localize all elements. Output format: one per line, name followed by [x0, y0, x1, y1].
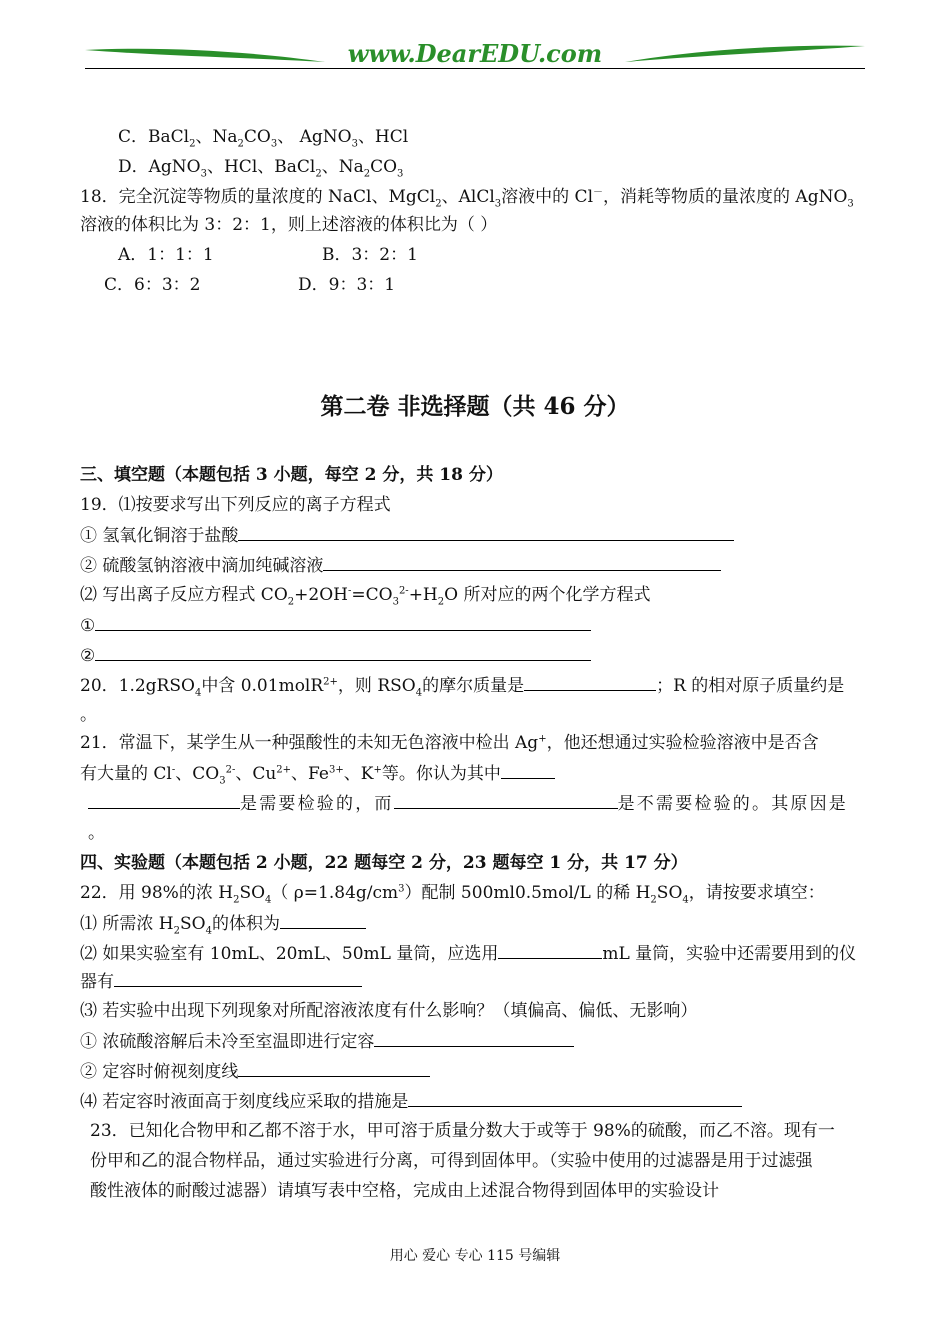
q21-line-4: 。: [88, 823, 105, 843]
part-two-title: 第二卷 非选择题（共 46 分）: [320, 393, 630, 420]
q20-line-1: 20．1.2gRSO$_4$中含 0.01molR$^{2+}$，则 $RSO_4$的摩尔质量是 ；R 的相对原子质量约是: [80, 676, 845, 699]
q19-line-6: ②: [80, 644, 591, 667]
q23-line-3: 酸性液体的耐酸过滤器）请填写表中空格，完成由上述混合物得到固体甲的实验设计: [90, 1181, 719, 1201]
q22-line-2: ⑴ 所需浓 $H_2SO_4$的体积为: [80, 912, 366, 935]
left-swoosh-icon: [85, 49, 325, 62]
q19-line-4: ⑵ 写出离子反应方程式 $CO_2+2OH^-=CO_3^{2-}+H_2O$ 所对应的两个化学方程式: [80, 585, 651, 608]
answer-blank[interactable]: [374, 1030, 574, 1047]
q22-line-8: ⑷ 若定容时液面高于刻度线应采取的措施是: [80, 1090, 742, 1113]
q19-line-3: ② 硫酸氢钠溶液中滴加纯碱溶液: [80, 554, 721, 577]
q18-option-c: C．6：3：2: [104, 275, 201, 295]
answer-blank[interactable]: [280, 912, 366, 929]
q22-line-7: ② 定容时俯视刻度线: [80, 1060, 430, 1083]
q18-option-d: D．9：3：1: [298, 275, 396, 295]
answer-blank[interactable]: [95, 614, 591, 631]
answer-blank[interactable]: [238, 1060, 430, 1077]
answer-blank[interactable]: [498, 942, 602, 959]
logo-text: www.DearEDU.com: [347, 39, 603, 68]
q18-line-1: 18．完全沉淀等物质的量浓度的 NaCl、MgCl$_2$、AlCl$_3$溶液中的 Cl－，消耗等物质的量浓度的 AgNO$_3$: [80, 187, 854, 210]
answer-blank[interactable]: [114, 970, 362, 987]
answer-blank[interactable]: [323, 554, 721, 571]
q22-line-6: ① 浓硫酸溶解后未冷至室温即进行定容: [80, 1030, 574, 1053]
q21-line-3: 是需要检验的，而 是不需要检验的。其原因是: [88, 792, 848, 815]
q23-line-2: 份甲和乙的混合物样品，通过实验进行分离，可得到固体甲。（实验中使用的过滤器是用于过滤强: [90, 1151, 813, 1171]
q20-line-2: 。: [80, 705, 97, 725]
answer-blank[interactable]: [394, 792, 618, 809]
q19-line-1: 19．⑴按要求写出下列反应的离子方程式: [80, 495, 391, 515]
answer-blank[interactable]: [95, 644, 591, 661]
q21-line-1: 21．常温下，某学生从一种强酸性的未知无色溶液中检出 Ag+，他还想通过实验检验溶液中是否含: [80, 733, 819, 753]
q18-option-a: A．1：1：1: [118, 245, 214, 265]
answer-blank[interactable]: [524, 674, 656, 691]
answer-blank[interactable]: [501, 762, 555, 779]
q23-line-1: 23．已知化合物甲和乙都不溶于水，甲可溶于质量分数大于或等于 98%的硫酸，而乙不溶。现有一: [90, 1121, 835, 1141]
q22-line-3: ⑵ 如果实验室有 10mL、20mL、50mL 量筒，应选用 mL 量筒，实验中还需要用到的仪: [80, 944, 857, 964]
header-banner: [85, 36, 865, 72]
right-swoosh-icon: [625, 46, 865, 62]
answer-blank[interactable]: [88, 792, 240, 809]
q22-line-5: ⑶ 若实验中出现下列现象对所配溶液浓度有什么影响？（填偏高、偏低、无影响）: [80, 1001, 698, 1021]
answer-blank[interactable]: [408, 1090, 742, 1107]
q22-line-4: 器有: [80, 970, 362, 993]
q22-line-1: 22．用 98%的浓 $H_2SO_4$（ $\rho=1.84g/cm^3$）配制 500ml0.5mol/L 的稀 $H_2SO_4$，请按要求填空：: [80, 883, 825, 906]
q21-line-2: 有大量的 Cl-、$CO_3^{2-}$、$Cu^{2+}$、$Fe^{3+}$、K+等。你认为其中: [80, 762, 555, 785]
header-rule: [85, 68, 865, 69]
q18-option-b: B．3：2：1: [322, 245, 418, 265]
q19-line-5: ①: [80, 614, 591, 637]
section-4-title: 四、实验题（本题包括 2 小题，22 题每空 2 分，23 题每空 1 分，共 17 分）: [80, 853, 688, 873]
q19-line-2: ① 氢氧化铜溶于盐酸: [80, 524, 734, 547]
q17-option-d: D．AgNO$_3$、HCl、BaCl$_2$、$Na_2CO_3$: [118, 157, 404, 180]
q17-option-c: C．BaCl$_2$、$Na_2CO_3$、 AgNO$_3$、HCl: [118, 127, 409, 150]
answer-blank[interactable]: [238, 524, 734, 541]
page-footer: 用心 爱心 专心 115 号编辑: [389, 1248, 561, 1264]
q18-line-2: 溶液的体积比为 3：2：1，则上述溶液的体积比为（ ）: [80, 215, 498, 235]
section-3-title: 三、填空题（本题包括 3 小题，每空 2 分，共 18 分）: [80, 465, 503, 485]
